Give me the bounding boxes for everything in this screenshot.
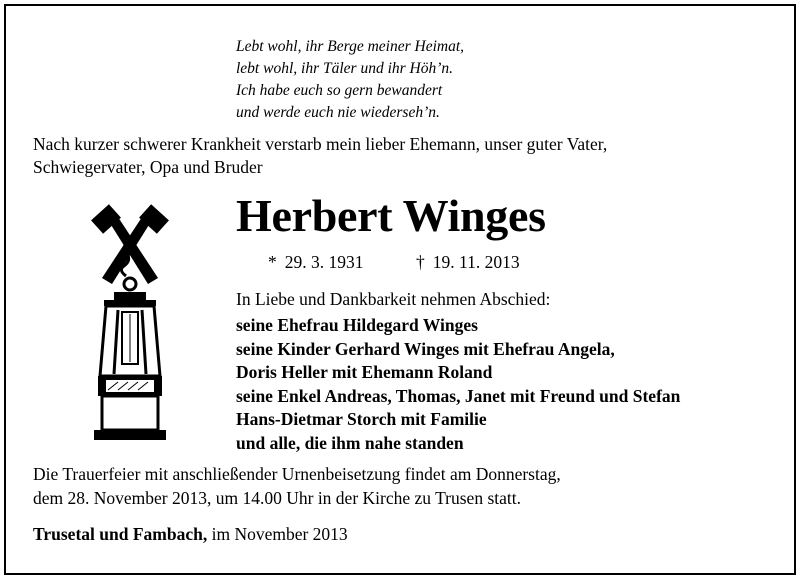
mourner-line: Doris Heller mit Ehemann Roland: [236, 362, 493, 383]
signature-date: im November 2013: [207, 524, 348, 544]
miners-lamp-icon: [88, 198, 172, 448]
intro-text: [33, 133, 773, 179]
mourner-line: Hans-Dietmar Storch mit Familie: [236, 409, 487, 430]
mourner-line: seine Enkel Andreas, Thomas, Janet mit Freund und Stefan: [236, 385, 681, 406]
poem-line: lebt wohl, ihr Täler und ihr Höh’n.: [236, 60, 454, 77]
birth-star-icon: *: [268, 252, 277, 272]
birth-date: 29. 3. 1931: [284, 252, 364, 272]
funeral-line: Die Trauerfeier mit anschließender Urnenbeisetzung findet am Donnerstag,: [33, 464, 561, 484]
deceased-name: Herbert Winges: [236, 190, 546, 241]
death-cross-icon: †: [416, 252, 425, 272]
birth-date-group: [268, 252, 364, 272]
poem-line: Ich habe euch so gern bewandert: [236, 82, 443, 99]
memorial-poem: [236, 36, 464, 124]
death-date: 19. 11. 2013: [432, 252, 520, 272]
funeral-line: dem 28. November 2013, um 14.00 Uhr in der Kirche zu Trusen statt.: [33, 488, 521, 508]
funeral-info: [33, 462, 773, 510]
mourners-lead: In Liebe und Dankbarkeit nehmen Abschied:: [236, 289, 551, 309]
intro-line: Schwiegervater, Opa und Bruder: [33, 157, 263, 177]
signature-place: Trusetal und Fambach,: [33, 524, 208, 544]
mourners-block: [236, 287, 776, 456]
intro-line: Nach kurzer schwerer Krankheit verstarb mein lieber Ehemann, unser guter Vater,: [33, 134, 608, 154]
mourner-line: und alle, die ihm nahe standen: [236, 432, 464, 453]
crossed-hammers-icon: [91, 204, 169, 284]
death-date-group: [416, 250, 520, 274]
poem-line: und werde euch nie wiederseh’n.: [236, 104, 440, 121]
poem-line: Lebt wohl, ihr Berge meiner Heimat,: [236, 38, 465, 55]
mourner-line: seine Kinder Gerhard Winges mit Ehefrau Angela,: [236, 338, 615, 359]
hammer-and-lamp-emblem: [88, 198, 172, 448]
life-dates: [268, 250, 520, 274]
signature-line: [33, 522, 348, 546]
mourner-line: seine Ehefrau Hildegard Winges: [236, 315, 478, 335]
